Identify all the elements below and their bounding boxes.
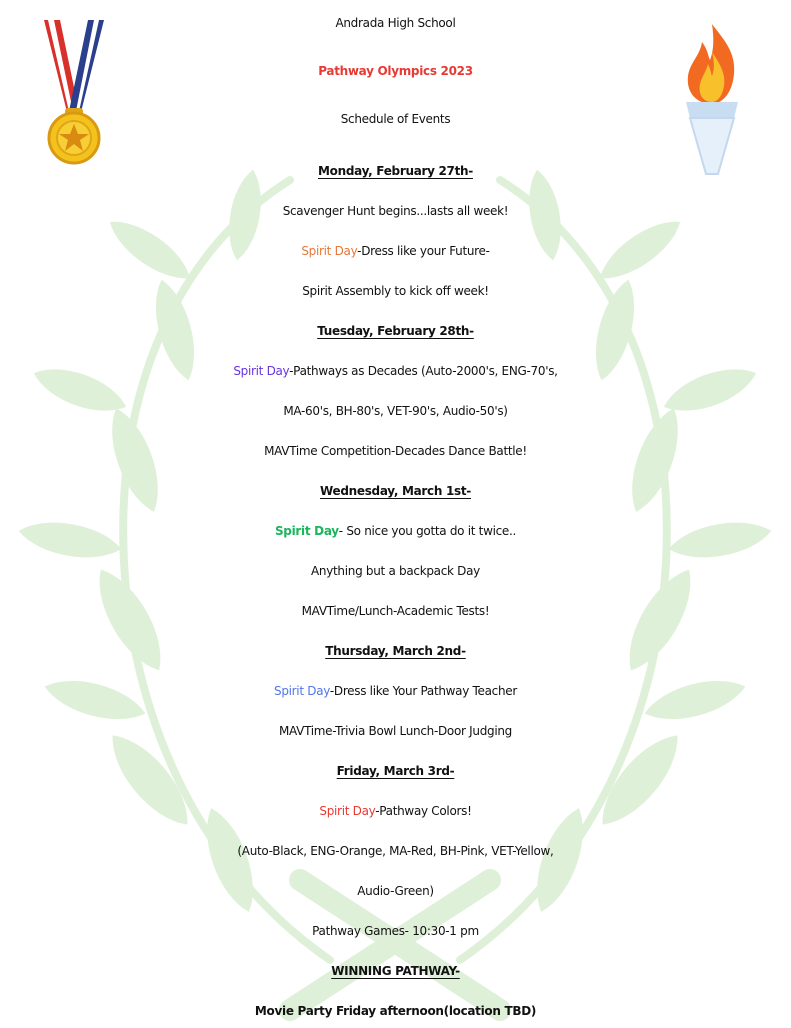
spirit-day-label: Spirit Day	[274, 524, 339, 538]
spirit-day-label: Spirit Day	[274, 684, 330, 698]
winning-detail: Movie Party Friday afternoon(location TBD)	[254, 1004, 537, 1018]
schedule-heading: Schedule of Events	[340, 112, 451, 126]
thursday-line-1	[0, 674, 791, 708]
spirit-day-label: Spirit Day	[233, 364, 290, 378]
tuesday-heading: Tuesday, February 28th-	[317, 324, 474, 338]
friday-line-1-text: -Pathway Colors!	[375, 804, 472, 818]
friday-heading: Friday, March 3rd-	[336, 764, 455, 778]
school-name: Andrada High School	[335, 16, 456, 30]
tuesday-line-1	[0, 354, 791, 388]
tuesday-line-1-text: -Pathways as Decades (Auto-2000's, ENG-70's,	[289, 364, 558, 378]
wednesday-line-2: Anything but a backpack Day	[311, 564, 480, 578]
tuesday-line-3: MAVTime Competition-Decades Dance Battle!	[264, 444, 527, 458]
wednesday-heading: Wednesday, March 1st-	[319, 484, 471, 498]
thursday-line-1-text: -Dress like Your Pathway Teacher	[329, 684, 517, 698]
wednesday-line-3: MAVTime/Lunch-Academic Tests!	[301, 604, 490, 618]
friday-line-3: Audio-Green)	[357, 884, 434, 898]
spirit-day-label: Spirit Day	[319, 804, 376, 818]
tuesday-line-2: MA-60's, BH-80's, VET-90's, Audio-50's)	[283, 404, 508, 418]
monday-line-2	[0, 234, 791, 268]
monday-line-3: Spirit Assembly to kick off week!	[302, 284, 489, 298]
thursday-heading: Thursday, March 2nd-	[325, 644, 466, 658]
friday-line-1	[0, 794, 791, 828]
spirit-day-label: Spirit Day	[301, 244, 358, 258]
monday-line-1: Scavenger Hunt begins...lasts all week!	[282, 204, 509, 218]
friday-line-2: (Auto-Black, ENG-Orange, MA-Red, BH-Pink, VET-Yellow,	[237, 844, 554, 858]
winning-heading: WINNING PATHWAY-	[331, 964, 460, 978]
thursday-line-2: MAVTime-Trivia Bowl Lunch-Door Judging	[278, 724, 512, 738]
wednesday-line-1	[0, 514, 791, 548]
friday-line-4: Pathway Games- 10:30-1 pm	[312, 924, 479, 938]
wednesday-line-1-text: - So nice you gotta do it twice..	[338, 524, 517, 538]
monday-line-2-text: -Dress like your Future-	[357, 244, 490, 258]
monday-heading: Monday, February 27th-	[318, 164, 473, 178]
event-title: Pathway Olympics 2023	[318, 64, 473, 78]
